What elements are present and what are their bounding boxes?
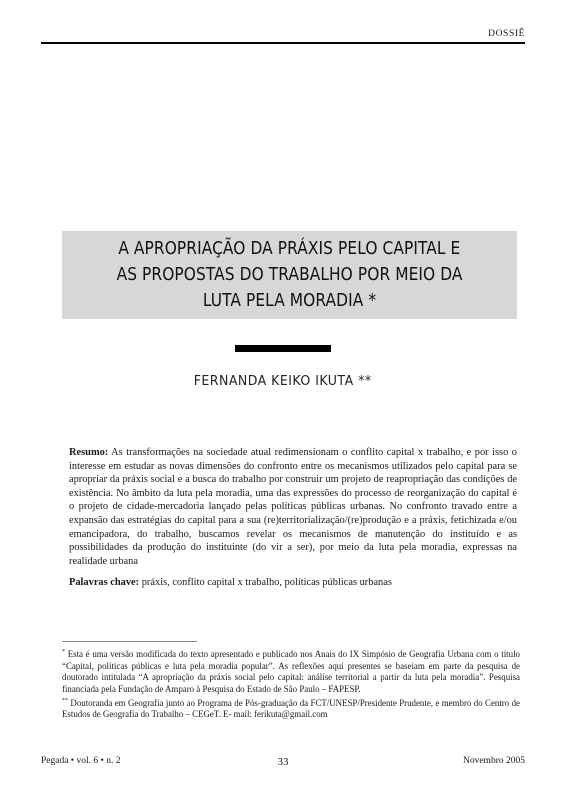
abstract-label: Resumo: [69, 447, 109, 458]
abstract [69, 446, 517, 568]
footnote [62, 647, 520, 696]
journal-info: Pegada • vol. 6 • n. 2 [41, 756, 121, 766]
title-divider [235, 345, 331, 352]
abstract-text: As transformações na sociedade atual redimensionam o conflito capital x trabalho, e por isso o interesse em estudar as novas dimensões do confronto entre os mecanismos utilizados pelo capital para se apropriar da práxis social e a busca do trabalho por construir um projeto de reapropriação das condições de existência. No âmbito da luta pela moradia, uma das expressões do processo de reorganização do capital é o projeto de cidade-mercadoria lançado pelas políticas públicas urbanas. No confronto travado entre a expansão das estratégias do capital para a sua (re)territorialização/(re)produção e a práxis, fetichizada e/ou emancipadora, do trabalho, buscamos revelar os mecanismos de manutenção do instituído e as possibilidades da produção do instituinte (do vir a ser), por meio da luta pela moradia, expressas na realidade urbana [69, 447, 517, 567]
footnote-mark: ** [62, 697, 68, 704]
footnotes [62, 647, 520, 721]
author-block [0, 373, 566, 389]
keywords [69, 576, 517, 590]
footnote-text: Doutoranda em Geografia junto ao Programa de Pós-graduação da FCT/UNESP/Presidente Prudente, e membro do Centro de Estudos de Geografia do Trabalho – CEGeT. E- mail: ferikuta@gmail.com [62, 697, 520, 720]
footnote-mark: * [62, 649, 65, 655]
section-tag: DOSSIÊ [488, 29, 525, 39]
header-rule [41, 42, 525, 44]
author-name: FERNANDA KEIKO IKUTA ** [194, 373, 372, 389]
footnote-text: Esta é uma versão modificada do texto apresentado e publicado nos Anais do IX Simpósio de Geografia Urbana com o título “Capital, políticas públicas e luta pela moradia popular”. As reflexões aqui presentes se baseiam em parte da pesquisa de doutorado intitulada “A apropriação da práxis social pelo capital: análise territorial a partir da luta pela moradia”. Pesquisa financiada pela Fundação de Amparo à Pesquisa do Estado de São Paulo – FAPESP. [62, 648, 520, 695]
footnote-rule [62, 641, 197, 642]
page-number: 33 [277, 756, 289, 768]
keywords-text: práxis, conflito capital x trabalho, políticas públicas urbanas [141, 577, 392, 588]
issue-date: Novembro 2005 [462, 756, 525, 766]
title-line: AS PROPOSTAS DO TRABALHO POR MEIO DA [116, 265, 463, 285]
article-title [62, 231, 517, 319]
title-line: LUTA PELA MORADIA * [202, 291, 377, 311]
footnote [62, 696, 520, 721]
title-line: A APROPRIAÇÃO DA PRÁXIS PELO CAPITAL E [118, 239, 461, 259]
keywords-label: Palavras chave: [69, 577, 140, 588]
